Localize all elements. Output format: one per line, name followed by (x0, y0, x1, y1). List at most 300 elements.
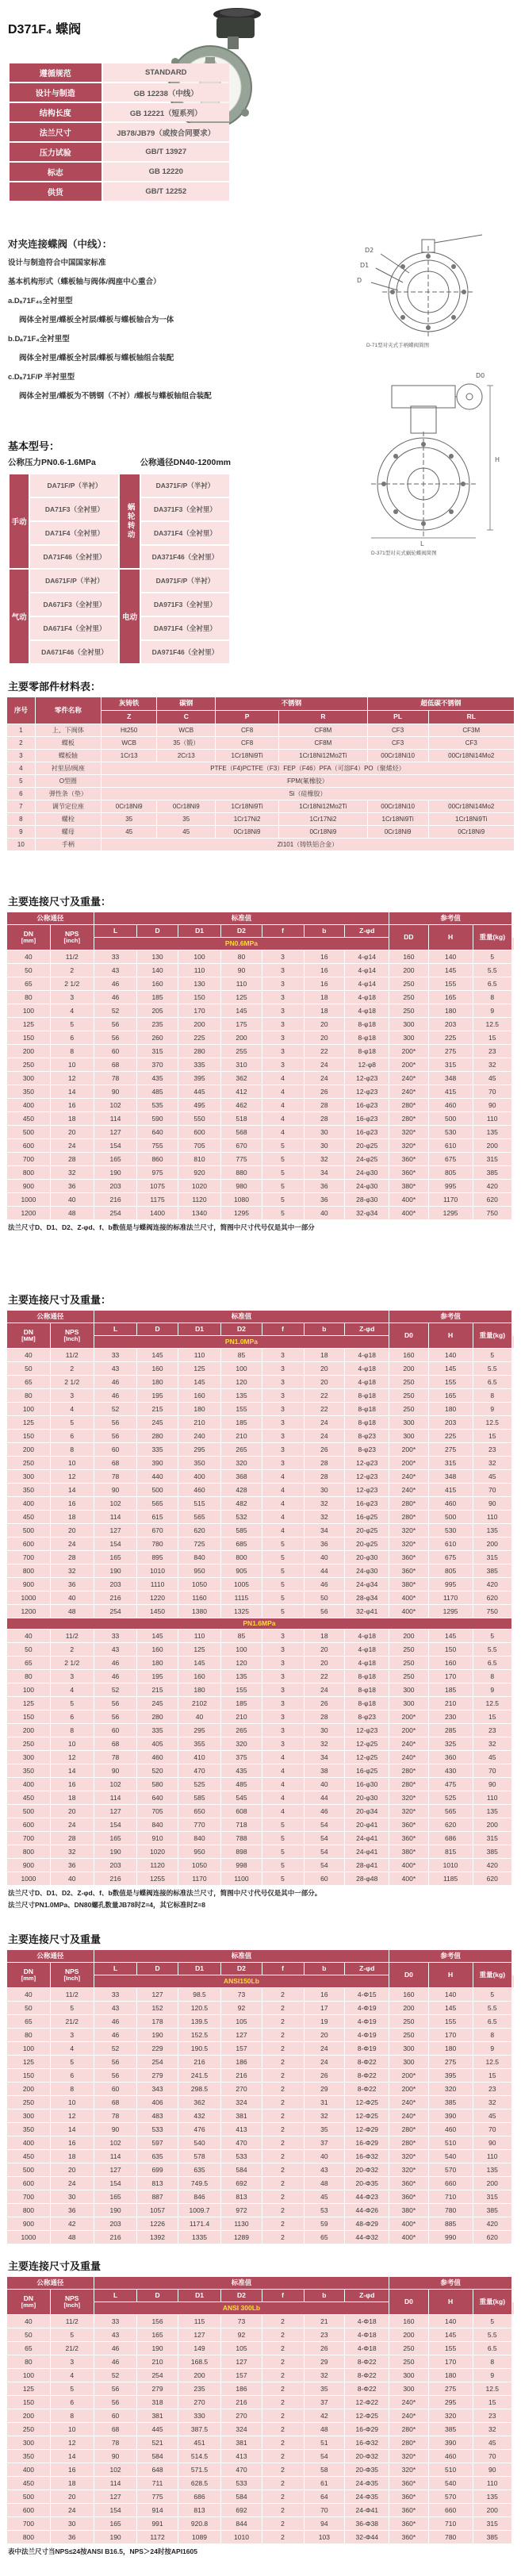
dimension-table (6, 912, 515, 1220)
dimension-cell: 78 (94, 2436, 137, 2449)
dimension-cell: 500 (429, 1112, 473, 1125)
row-number: 2 (7, 737, 35, 749)
dimension-cell: 390 (137, 1457, 177, 1469)
dimension-cell: 205 (137, 1004, 177, 1017)
dimension-cell: 200 (7, 1724, 50, 1737)
dimension-table (6, 1949, 515, 2244)
dimension-cell: 31 (305, 2096, 345, 2109)
dimension-cell: 5 (51, 1416, 94, 1429)
table-row (7, 2015, 514, 2028)
model-cell: DA671F4（全衬里） (30, 617, 118, 639)
worm-gear-valve-drawing (335, 359, 511, 546)
table-row (7, 1524, 514, 1537)
dimension-cell: 35 (305, 2123, 345, 2136)
dn-header (7, 1323, 50, 1348)
dimension-cell: 4-φ14 (345, 950, 389, 963)
table-row (7, 2029, 514, 2041)
description-heading: 对夹连接蝶阀（中线）： (8, 239, 113, 250)
column-header: f (262, 1323, 304, 1335)
table-row (7, 2531, 514, 2543)
dimension-cell: 8 (51, 2083, 94, 2095)
dimension-cell: 14 (51, 1085, 94, 1098)
row-number: 3 (7, 750, 35, 762)
table-row (7, 1643, 514, 1656)
dimension-cell: 12-φ23 (345, 1724, 389, 1737)
dimension-cell: 5 (262, 1845, 304, 1858)
dimension-cell: 686 (429, 1832, 473, 1845)
dimension-cell: 150 (7, 1430, 50, 1442)
dimension-cell: 200* (389, 1045, 427, 1058)
dimension-cell: 692 (221, 2177, 261, 2190)
dimension-cell: 35 (305, 2382, 345, 2395)
dimension-cell: 240* (389, 1470, 427, 1483)
column-header: 重量(kg) (473, 2290, 511, 2314)
dimension-cell: 80 (7, 2029, 50, 2041)
nps-header (51, 1323, 94, 1348)
dimension-cell: 4-Φ19 (345, 2015, 389, 2028)
table-header (7, 912, 514, 950)
spec-row (10, 123, 229, 141)
band-filler (512, 1975, 514, 1987)
header-text: DN (23, 1327, 34, 1336)
dimension-cell: 40 (7, 950, 50, 963)
dimension-cell: 6.5 (473, 977, 511, 990)
dimension-cell: 4-φ18 (345, 1643, 389, 1656)
material-span-cell: PTFE（F4)PCTFE（F3）FEP（F46）PFA（可溶F4）PO（聚烯烃） (102, 762, 514, 774)
dimension-cell: 350 (7, 1085, 50, 1098)
dimension-cell: 46 (305, 1805, 345, 1818)
dimension-cell: 37 (305, 2396, 345, 2409)
dimension-cell: 56 (94, 1430, 137, 1442)
spec-value: GB/T 12252 (103, 182, 230, 201)
dimension-cell: 154 (94, 2504, 137, 2516)
material-cell: 00Cr18Ni14Mo2 (429, 800, 514, 812)
dimension-cell: 185 (221, 1697, 261, 1710)
dimension-cell: 380* (389, 2204, 427, 2217)
dimension-cell: 48 (305, 2177, 345, 2190)
dimension-cell: 28-φ34 (345, 1591, 389, 1604)
dimension-cell: 52 (94, 1004, 137, 1017)
spec-value: GB 12221（短系列） (103, 103, 230, 121)
dimension-cell: 2 (262, 2015, 304, 2028)
dimension-cell: 565 (429, 1805, 473, 1818)
table-row (7, 2110, 514, 2122)
table-row (7, 2150, 514, 2163)
table-row (7, 2382, 514, 2395)
dimension-cell: 33 (94, 950, 137, 963)
dimension-cell: 5 (51, 2382, 94, 2395)
table-row (7, 1832, 514, 1845)
dimension-cell: 368 (221, 1470, 261, 1483)
dimension-cell: 44-Φ23 (345, 2190, 389, 2203)
dimension-cell: 1130 (221, 2217, 261, 2230)
table-row (7, 1416, 514, 1429)
dimension-cell: 628.5 (178, 2477, 221, 2490)
dimension-cell: 114 (94, 1112, 137, 1125)
dimension-cell: 20 (305, 1376, 345, 1388)
dimension-cell: 18 (51, 1791, 94, 1804)
dimension-cell: 610 (429, 1538, 473, 1550)
header-text: NPS (65, 929, 79, 938)
dimension-cell: 155 (429, 1376, 473, 1388)
dimension-cell: 160 (178, 1389, 221, 1402)
table-row (7, 1403, 514, 1415)
dimension-cell: 4 (262, 1112, 304, 1125)
dimension-cell: 1170 (178, 1872, 221, 1885)
dimension-cell: 920.8 (178, 2517, 221, 2530)
table-body (7, 1349, 514, 1885)
dimension-cell: 495 (178, 1099, 221, 1111)
dimension-cell: 43 (94, 2002, 137, 2014)
dimension-cell: 180 (137, 1376, 177, 1388)
dimension-cell: 805 (429, 1166, 473, 1179)
dimension-cell: 16-φ23 (345, 1126, 389, 1138)
dimension-cell: 200 (7, 1443, 50, 1456)
dimension-cell: 1010 (221, 2531, 261, 2543)
dimension-cell: 110 (473, 1511, 511, 1523)
dimension-cell: 500 (7, 1126, 50, 1138)
table-row (7, 2477, 514, 2490)
dimension-cell: 11/2 (51, 950, 94, 963)
dimension-cell: 250 (389, 1376, 427, 1388)
dimension-cell: 315 (429, 1058, 473, 1071)
dimension-cell: 1175 (137, 1193, 177, 1206)
dimension-cell: 972 (221, 2204, 261, 2217)
table-row (7, 1511, 514, 1523)
dimension-cell: 56 (94, 2069, 137, 2082)
column-header: f (262, 925, 304, 937)
dimension-cell: 200 (389, 1630, 427, 1642)
dimension-cell: 44 (305, 1791, 345, 1804)
dimension-cell: 20-Φ32 (345, 2450, 389, 2463)
dimension-cell: 5 (262, 1578, 304, 1591)
dimension-cell: 29 (305, 2355, 345, 2368)
dimension-cell: 18 (51, 1112, 94, 1125)
dimension-cell: 90 (94, 2450, 137, 2463)
dimension-cell: 350 (7, 1764, 50, 1777)
table-row (7, 813, 514, 825)
dimension-cell: 24-Φ35 (345, 2490, 389, 2503)
dimension-cell: 44-Φ32 (345, 2231, 389, 2244)
column-header: H (429, 2290, 473, 2314)
dimension-cell: 16-Φ29 (345, 2423, 389, 2436)
dimension-cell: 2102 (178, 1697, 221, 1710)
dimension-cell: 53 (305, 2204, 345, 2217)
dimension-cell: 898 (221, 1845, 261, 1858)
dimension-cell: 40 (305, 1551, 345, 1564)
dimension-cell: 8 (473, 991, 511, 1004)
dimension-cell: 16-φ23 (345, 1099, 389, 1111)
dimension-cell: 805 (429, 1564, 473, 1577)
dimension-cell: 880 (221, 1166, 261, 1179)
dimension-cell: 530 (429, 1126, 473, 1138)
dimension-cell: 21/2 (51, 2015, 94, 2028)
table-row (7, 991, 514, 1004)
table-row (7, 1591, 514, 1604)
dimension-cell: 3 (262, 1657, 304, 1669)
dimension-cell: 54 (305, 1832, 345, 1845)
dimension-cell: 360* (389, 2531, 427, 2543)
dimension-cell: 1020 (137, 1845, 177, 1858)
column-header: D0 (389, 1963, 427, 1987)
dimension-cell: 114 (94, 2477, 137, 2490)
dimension-cell: 980 (221, 1180, 261, 1192)
dimension-cell: 10 (51, 1737, 94, 1750)
dimension-cell: 78 (94, 1470, 137, 1483)
nps-header (51, 925, 94, 950)
section-heading: 主要连接尺寸及重量 (8, 1933, 102, 1945)
dimension-cell: 130 (178, 977, 221, 990)
dimension-cell: 250 (7, 2096, 50, 2109)
dimension-cell: 22 (305, 1045, 345, 1058)
table-row (7, 1180, 514, 1192)
dimension-cell: 4-φ18 (345, 1657, 389, 1669)
table-row (7, 1724, 514, 1737)
dimension-cell: 135 (473, 2163, 511, 2176)
description-line: 设计与制造符合中国国家标准 (8, 259, 106, 267)
dimension-cell: 150 (178, 991, 221, 1004)
dimension-cell: 2 (262, 2177, 304, 2190)
dimension-cell: 22 (305, 1389, 345, 1402)
dimension-cell: 178 (137, 2015, 177, 2028)
materials-table (6, 697, 515, 851)
dimension-cell: 4 (262, 1099, 304, 1111)
dimension-cell: 300 (389, 1683, 427, 1696)
dimension-cell: 20-Φ35 (345, 2177, 389, 2190)
dimension-cell: 12.5 (473, 1416, 511, 1429)
dimension-cell: 154 (94, 1818, 137, 1831)
dimension-cell: 990 (429, 2231, 473, 2244)
dimension-cell: 1010 (137, 1564, 177, 1577)
table-row (7, 1457, 514, 1469)
dimension-cell: 535 (137, 1099, 177, 1111)
dimension-cell: 20-φ30 (345, 1791, 389, 1804)
dimension-cell: 420 (473, 1578, 511, 1591)
table-body (7, 2315, 514, 2543)
material-cell: 45 (157, 826, 215, 838)
dimension-cell: 432 (178, 2110, 221, 2122)
dimension-cell: 50 (7, 2328, 50, 2341)
dimension-cell: 46 (94, 2355, 137, 2368)
dimension-cell: 11/2 (51, 2315, 94, 2328)
dimension-cell: 216 (94, 1193, 137, 1206)
dimension-cell: 241.5 (178, 2069, 221, 2082)
dimension-cell: 460 (429, 1099, 473, 1111)
dimension-cell: 215 (137, 1403, 177, 1415)
column-header: b (305, 1323, 345, 1335)
dimension-cell: 185 (221, 1416, 261, 1429)
dimension-cell: 23 (473, 1045, 511, 1058)
dimension-cell: 2 (262, 2163, 304, 2176)
dimension-cell: 170 (178, 1004, 221, 1017)
dimension-cell: 200 (473, 2177, 511, 2190)
dimension-cell: 254 (137, 2369, 177, 2382)
dimension-cell: 428 (221, 1484, 261, 1496)
dimension-cell: 85 (221, 1630, 261, 1642)
dimension-cell: 50 (7, 1643, 50, 1656)
column-header: Z-φd (345, 925, 389, 937)
dimension-cell: 1057 (137, 2204, 177, 2217)
dimension-cell: 100 (7, 1683, 50, 1696)
dimension-cell: 216 (94, 1591, 137, 1604)
dimension-cell: 440 (137, 1470, 177, 1483)
dimension-cell: 20 (51, 2163, 94, 2176)
table-row (7, 2042, 514, 2055)
dimension-cell: 1115 (221, 1591, 261, 1604)
dimension-cell: 8-φ18 (345, 1045, 389, 1058)
dimension-cell: 180 (429, 2369, 473, 2382)
dimension-cell: 10 (51, 2423, 94, 2436)
dimension-cell: 16-Φ32 (345, 2436, 389, 2449)
page-title: D371F₄ 蝶阀 (8, 23, 82, 36)
dimension-cell: 4 (262, 1751, 304, 1764)
dimension-cell: 90 (221, 964, 261, 977)
dimension-cell: 100 (7, 2369, 50, 2382)
dimension-cell: 127 (94, 1126, 137, 1138)
table-header-row (7, 912, 514, 924)
dimension-cell: 600 (7, 2177, 50, 2190)
dimension-cell: 20 (305, 1031, 345, 1044)
column-header: 重量(kg) (473, 925, 511, 950)
dimension-cell: 400* (389, 2231, 427, 2244)
table-row (7, 1166, 514, 1179)
dimension-cell: 360* (389, 1564, 427, 1577)
dimension-cell: 385 (473, 1564, 511, 1577)
dimension-cell: 500 (7, 1805, 50, 1818)
spec-value: GB 12220 (103, 163, 230, 181)
dimension-cell: 900 (7, 1180, 50, 1192)
dimension-cell: 210 (221, 1430, 261, 1442)
gearbox-icon (216, 17, 255, 38)
dimension-cell: 8 (51, 1045, 94, 1058)
spec-value: JB78/JB79（或按合同要求） (103, 123, 230, 141)
dimension-cell: 168.5 (178, 2355, 221, 2368)
dimension-cell: 4-φ14 (345, 977, 389, 990)
dimension-cell: 995 (429, 1180, 473, 1192)
dimension-cell: 36 (305, 1193, 345, 1206)
dimension-cell: 300 (7, 1470, 50, 1483)
dimension-cell: 43 (94, 1643, 137, 1656)
dimension-cell: 2 (262, 2423, 304, 2436)
column-header: D (137, 925, 177, 937)
dimension-cell: 200* (389, 2083, 427, 2095)
dimension-cell: 70 (473, 2450, 511, 2463)
dimension-cell: 36 (305, 1180, 345, 1192)
dimension-cell: 5 (473, 1988, 511, 2001)
dimension-cell: 525 (178, 1778, 221, 1791)
dimension-cell: 152.5 (178, 2029, 221, 2041)
diameter-range: 公称通径DN40-1200mm (140, 458, 231, 467)
dimension-cell: 160 (429, 1657, 473, 1669)
dimension-cell: 470 (221, 2136, 261, 2149)
spec-row (10, 182, 229, 201)
dimension-cell: 2 (262, 2477, 304, 2490)
dimension-cell: 32 (305, 2369, 345, 2382)
header-unit: [Inch] (63, 1335, 80, 1343)
dimension-cell: 3 (262, 1443, 304, 1456)
dimension-cell: 210 (178, 1416, 221, 1429)
dimension-cell: 180 (429, 2042, 473, 2055)
material-cell: 1Cr18Ni12Mo2Ti (279, 750, 367, 762)
dimension-cell: 18 (51, 2477, 94, 2490)
dimension-cell: 9 (473, 2042, 511, 2055)
column-header: H (429, 1963, 473, 1987)
dimension-cell: 40 (7, 1630, 50, 1642)
dimension-cell: 2 (262, 2382, 304, 2395)
dimension-cell: 18 (305, 1349, 345, 1361)
dimension-cell: 240* (389, 1484, 427, 1496)
dimension-cell: 28 (51, 1153, 94, 1165)
dimension-cell: 525 (429, 1791, 473, 1804)
model-row (10, 474, 229, 497)
dimension-cell: 4 (51, 1004, 94, 1017)
dimension-cell: 65 (7, 1376, 50, 1388)
group-header: 公称通径 (7, 1311, 94, 1323)
dimension-cell: 92 (221, 2002, 261, 2014)
column-header: f (262, 2290, 304, 2302)
table-row (7, 2450, 514, 2463)
dimension-cell: 2 (262, 2029, 304, 2041)
dimension-cell: 2 (262, 2504, 304, 2516)
dimension-cell: 5 (51, 1018, 94, 1031)
material-cell: 1Cr18Ni9Ti (429, 813, 514, 825)
dimension-cell: 18 (51, 1511, 94, 1523)
header-text: DN (23, 1967, 34, 1975)
dimension-cell: 400 (7, 1778, 50, 1791)
model-cell: DA371F/P（半衬） (141, 474, 229, 497)
dimension-cell: 24 (51, 1538, 94, 1550)
column-header: D (137, 1323, 177, 1335)
group-header: 标准值 (94, 2277, 389, 2289)
dimension-cell: 420 (473, 1180, 511, 1192)
dimension-cell: 9 (473, 1004, 511, 1017)
dimension-cell: 51 (305, 2436, 345, 2449)
spec-value: GB 12238（中线） (103, 83, 230, 102)
dimension-cell: 4-φ18 (345, 1362, 389, 1375)
dimension-cell: 381 (221, 2110, 261, 2122)
dimension-cell: 48 (305, 2423, 345, 2436)
dimension-cell: 710 (429, 2190, 473, 2203)
dimension-cell: 17 (305, 2002, 345, 2014)
dimension-cell: 4 (262, 1484, 304, 1496)
material-code-header: C (157, 711, 215, 724)
header-text: NPS (65, 2294, 79, 2302)
dimension-cell: 470 (178, 1764, 221, 1777)
actuation-label: 电动 (120, 570, 139, 663)
material-cell: CF3 (368, 724, 428, 736)
dimension-cell: 45 (473, 2436, 511, 2449)
dimension-cell: 64 (305, 2490, 345, 2503)
dimension-cell: 1295 (429, 1605, 473, 1618)
dimension-cell: 280* (389, 2136, 427, 2149)
table-row (7, 1657, 514, 1669)
dimension-cell: 2 (262, 2450, 304, 2463)
dimension-cell: 1220 (137, 1591, 177, 1604)
dimension-cell: 160 (137, 977, 177, 990)
dimension-cell: 60 (94, 2409, 137, 2422)
dimension-cell: 813 (178, 2504, 221, 2516)
dimension-cell: 460 (137, 1751, 177, 1764)
dimension-cell: 5 (262, 1538, 304, 1550)
spec-row (10, 143, 229, 161)
row-number: 6 (7, 788, 35, 800)
description-line: b.Dₐ71F₄全衬里型 (8, 335, 70, 344)
dimension-cell: 24 (51, 1818, 94, 1831)
dimension-cell: 400* (389, 1859, 427, 1872)
dimension-cell: 216 (221, 2396, 261, 2409)
dimension-cell: 300 (389, 1697, 427, 1710)
dimension-cell: 20-φ30 (345, 1551, 389, 1564)
